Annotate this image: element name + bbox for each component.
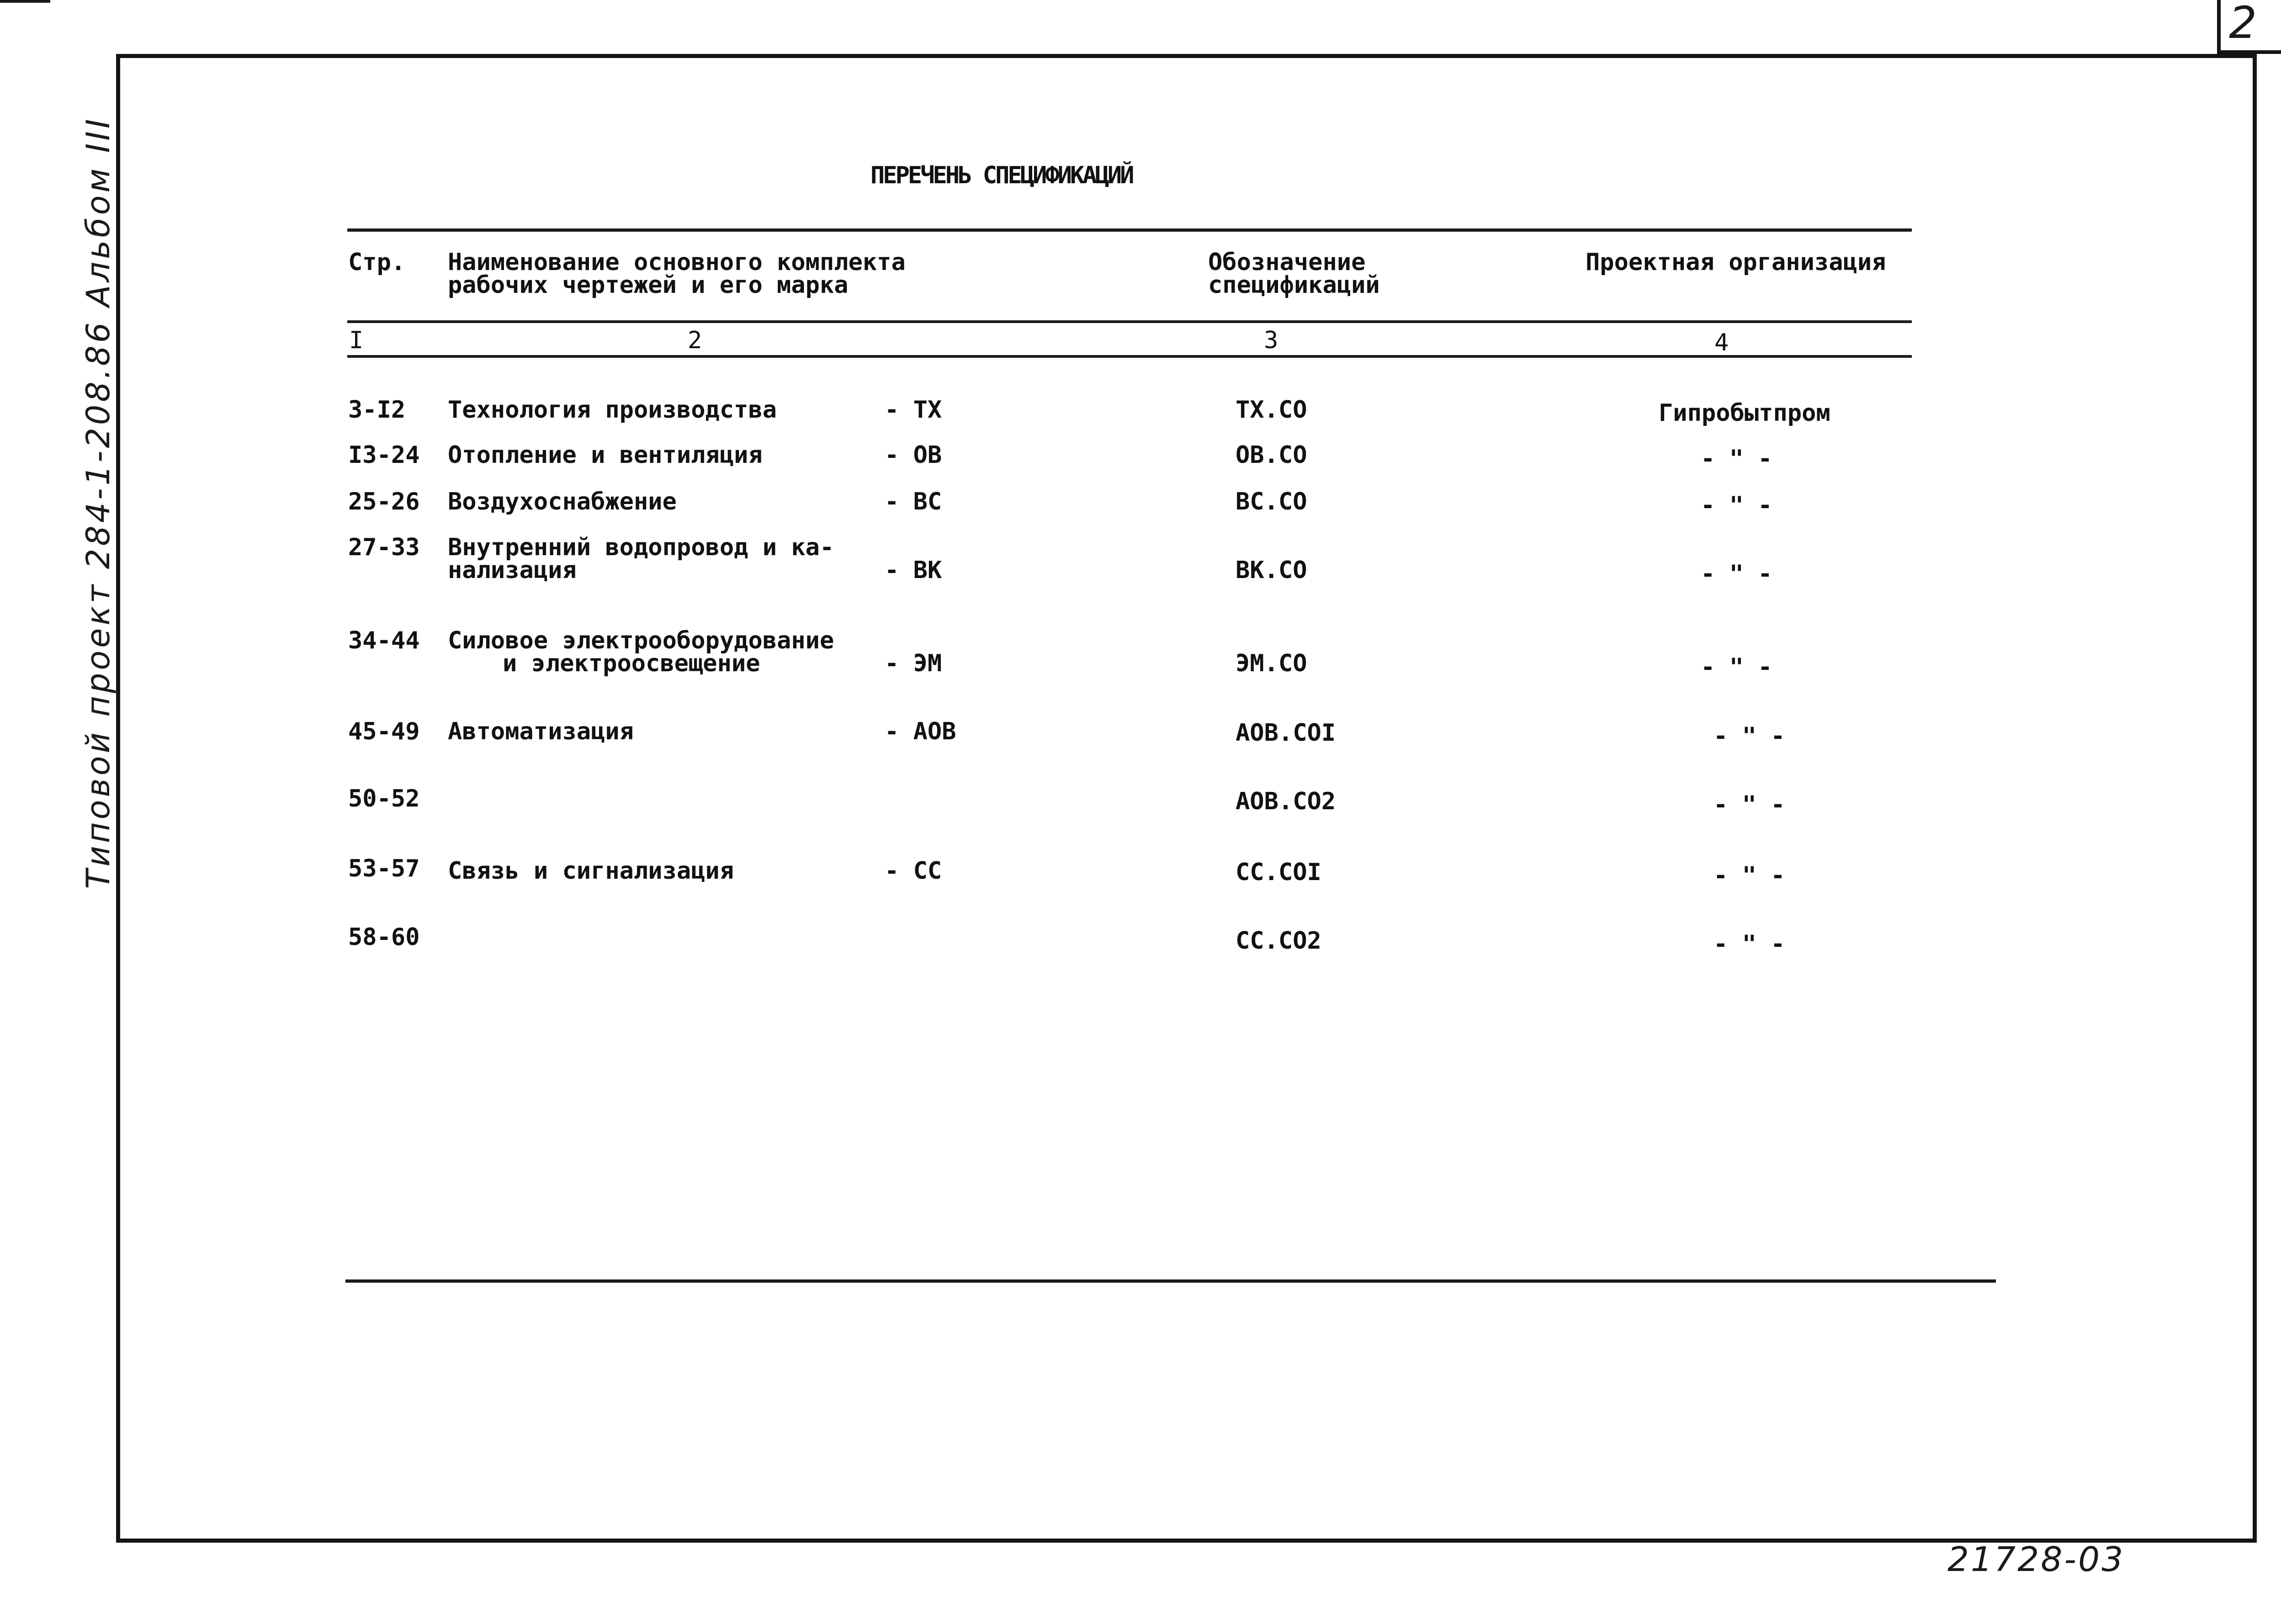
row-5-organization: - " - [1701, 653, 1772, 681]
row-3-designation: ВС.СО [1236, 488, 1307, 515]
column-number-2: 2 [688, 327, 702, 354]
row-3-name: Воздухоснабжение [448, 488, 677, 515]
row-8-organization: - " - [1713, 862, 1785, 889]
row-5-name-line2: и электроосвещение [503, 650, 760, 677]
row-2-organization: - " - [1701, 445, 1772, 472]
row-6-mark: - АОВ [885, 718, 956, 745]
row-4-mark: - ВК [885, 557, 942, 584]
header-designation-line1: Обозначение [1208, 249, 1366, 276]
row-3-pages: 25-26 [348, 488, 420, 515]
row-7-organization: - " - [1713, 791, 1785, 818]
row-4-designation: ВК.СО [1236, 557, 1307, 584]
header-pages: Стр. [348, 249, 406, 276]
side-title-block: Типовой проект 284-1-208.86 Альбом III [80, 116, 117, 889]
top-left-tick [0, 0, 50, 3]
row-6-name: Автоматизация [448, 718, 634, 745]
row-2-name: Отопление и вентиляция [448, 441, 763, 469]
row-1-pages: 3-I2 [348, 396, 406, 424]
row-2-pages: I3-24 [348, 441, 420, 469]
row-5-name-line1: Силовое электрооборудование [448, 627, 834, 654]
row-5-mark: - ЭМ [885, 650, 942, 677]
header-name-line1: Наименование основного комплекта [448, 249, 906, 276]
row-8-mark: - СС [885, 857, 942, 885]
row-6-designation: АОВ.СОI [1236, 719, 1336, 747]
column-number-1: I [349, 327, 364, 354]
row-4-pages: 27-33 [348, 534, 420, 561]
page-number: 2 [2229, 0, 2257, 48]
row-8-name: Связь и сигнализация [448, 857, 734, 885]
row-9-organization: - " - [1713, 930, 1785, 958]
row-6-organization: - " - [1713, 722, 1785, 750]
row-4-organization: - " - [1701, 560, 1772, 588]
row-8-pages: 53-57 [348, 855, 420, 882]
drawing-frame [116, 54, 2257, 1543]
row-1-designation: ТХ.СО [1236, 396, 1307, 424]
row-7-designation: АОВ.СО2 [1236, 788, 1336, 815]
row-8-designation: СС.СОI [1236, 859, 1321, 886]
row-9-designation: СС.СО2 [1236, 927, 1321, 955]
header-organization: Проектная организация [1586, 249, 1886, 276]
row-6-pages: 45-49 [348, 718, 420, 745]
column-number-3: 3 [1264, 327, 1278, 354]
row-2-designation: ОВ.СО [1236, 441, 1307, 469]
row-1-name: Технология производства [448, 396, 777, 424]
column-number-4: 4 [1714, 329, 1729, 356]
table-bottom-rule [345, 1279, 1996, 1283]
header-name-line2: рабочих чертежей и его марка [448, 271, 849, 299]
header-designation-line2: спецификаций [1208, 271, 1380, 299]
row-4-name-line1: Внутренний водопровод и ка- [448, 534, 834, 561]
header-bottom-rule [347, 320, 1912, 323]
row-5-pages: 34-44 [348, 627, 420, 654]
row-1-mark: - ТХ [885, 396, 942, 424]
row-7-pages: 50-52 [348, 785, 420, 812]
column-numbers-rule [347, 355, 1912, 358]
row-3-mark: - ВС [885, 488, 942, 515]
document-title: ПЕРЕЧЕНЬ СПЕЦИФИКАЦИЙ [870, 162, 1133, 189]
row-2-mark: - ОВ [885, 441, 942, 469]
table-top-rule [347, 228, 1912, 232]
row-9-pages: 58-60 [348, 923, 420, 951]
row-1-organization: Гипробытпром [1659, 399, 1830, 427]
archive-stamp: 21728-03 [1947, 1540, 2125, 1579]
row-5-designation: ЭМ.СО [1236, 650, 1307, 677]
row-4-name-line2: нализация [448, 557, 577, 584]
row-3-organization: - " - [1701, 492, 1772, 519]
